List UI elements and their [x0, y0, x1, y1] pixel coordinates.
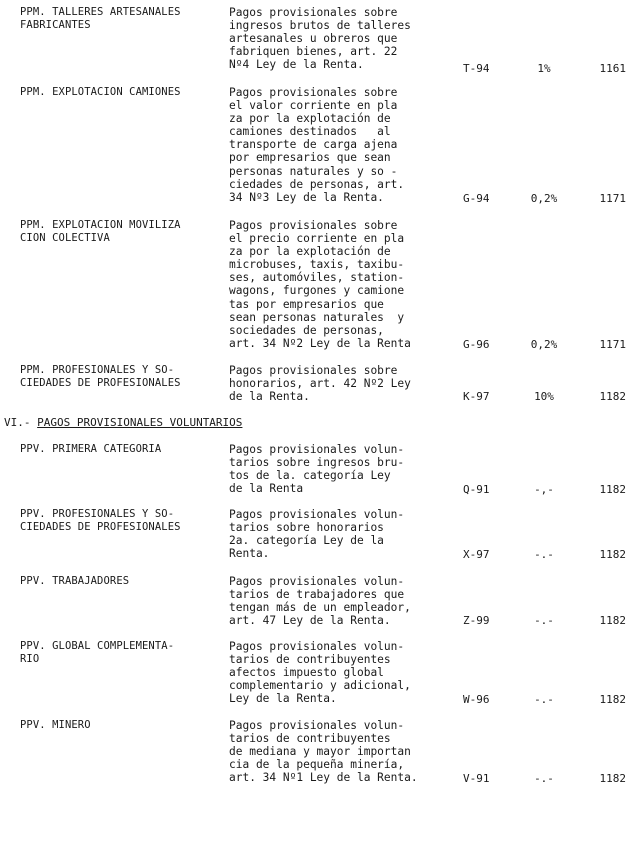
line-number: 1182 [599, 614, 626, 627]
desc-line: Pagos provisionales volun- [229, 640, 405, 653]
desc-line: sean personas naturales y [229, 310, 405, 324]
desc-line: transporte de carga ajena [229, 138, 398, 152]
rate-value: -.- [534, 548, 554, 561]
rate-value: -.- [534, 772, 554, 785]
form-code: T-94 [463, 62, 490, 75]
desc-line: de mediana y mayor importan [229, 745, 411, 759]
desc-line: camiones destinados al [229, 125, 391, 139]
desc-line: afectos impuesto global [229, 666, 384, 680]
name-line: PPV. PRIMERA CATEGORIA [20, 443, 162, 455]
name-line: PPV. TRABAJADORES [20, 575, 130, 587]
concept-name [20, 443, 225, 456]
desc-line: Ley de la Renta. [229, 692, 337, 706]
name-line: RIO [20, 653, 40, 666]
name-line: CIEDADES DE PROFESIONALES [20, 377, 181, 390]
line-number: 1161 [599, 62, 626, 75]
desc-line: Pagos provisionales sobre [229, 219, 398, 232]
section-title: PAGOS PROVISIONALES VOLUNTARIOS [37, 416, 243, 429]
concept-name [20, 6, 225, 32]
form-code: Q-91 [463, 483, 490, 496]
desc-line: Pagos provisionales sobre [229, 6, 398, 19]
line-number: 1182 [599, 548, 626, 561]
concept-name [20, 364, 225, 390]
desc-line: Renta. [229, 547, 270, 561]
rate-value: 1% [537, 62, 551, 75]
desc-line: art. 34 Nº2 Ley de la Renta [229, 336, 411, 350]
desc-line: ingresos brutos de talleres [229, 19, 411, 33]
form-code: W-96 [463, 693, 490, 706]
form-code: Z-99 [463, 614, 490, 627]
desc-line: de la Renta. [229, 390, 310, 404]
concept-description [229, 219, 454, 350]
desc-line: microbuses, taxis, taxibu- [229, 258, 405, 272]
concept-description [229, 575, 454, 627]
line-number: 1171 [599, 192, 626, 205]
rate-value: -.- [534, 614, 554, 627]
name-line: CION COLECTIVA [20, 232, 110, 245]
rate-value: 0,2% [530, 338, 558, 351]
desc-line: honorarios, art. 42 Nº2 Ley [229, 377, 411, 391]
desc-line: tarios de contribuyentes [229, 653, 391, 667]
rate-value: -.- [534, 693, 554, 706]
rate-value: -,- [534, 483, 554, 496]
line-number: 1171 [599, 338, 626, 351]
concept-description [229, 640, 454, 705]
form-code: G-96 [463, 338, 490, 351]
name-line: PPV. MINERO [20, 719, 91, 731]
concept-description [229, 508, 454, 560]
rate-value: 10% [534, 390, 554, 403]
name-line: PPM. EXPLOTACION CAMIONES [20, 86, 181, 98]
desc-line: cia de la pequeña minería, [229, 758, 405, 772]
form-code: G-94 [463, 192, 490, 205]
desc-line: personas naturales y so - [229, 164, 398, 178]
desc-line: sociedades de personas, [229, 323, 384, 337]
desc-line: tarios de contribuyentes [229, 732, 391, 746]
desc-line: 2a. categoría Ley de la [229, 534, 384, 548]
concept-description [229, 6, 454, 71]
concept-description [229, 364, 454, 403]
desc-line: art. 47 Ley de la Renta. [229, 614, 391, 628]
rate-value: 0,2% [530, 192, 558, 205]
concept-description [229, 719, 454, 784]
name-line: PPV. GLOBAL COMPLEMENTA- [20, 640, 175, 652]
desc-line: el precio corriente en pla [229, 232, 405, 246]
section-heading [4, 416, 242, 429]
desc-line: Pagos provisionales volun- [229, 508, 405, 521]
desc-line: por empresarios que sean [229, 151, 391, 165]
concept-description [229, 86, 454, 204]
name-line: FABRICANTES [20, 19, 91, 32]
concept-description [229, 443, 454, 495]
desc-line: tengan más de un empleador, [229, 601, 411, 615]
name-line: CIEDADES DE PROFESIONALES [20, 521, 181, 534]
desc-line: Pagos provisionales volun- [229, 719, 405, 732]
line-number: 1182 [599, 772, 626, 785]
desc-line: tos de la. categoría Ley [229, 469, 391, 483]
desc-line: 34 Nº3 Ley de la Renta. [229, 190, 384, 204]
section-prefix: VI.- [4, 416, 38, 429]
desc-line: tarios sobre honorarios [229, 521, 384, 535]
concept-name [20, 86, 225, 99]
desc-line: el valor corriente en pla [229, 99, 398, 113]
desc-line: fabriquen bienes, art. 22 [229, 45, 398, 59]
form-code: V-91 [463, 772, 490, 785]
desc-line: za por la explotación de [229, 112, 391, 126]
desc-line: de la Renta [229, 482, 304, 496]
name-line: PPM. PROFESIONALES Y SO- [20, 364, 175, 376]
name-line: PPV. PROFESIONALES Y SO- [20, 508, 175, 520]
line-number: 1182 [599, 693, 626, 706]
desc-line: za por la explotación de [229, 245, 391, 259]
line-number: 1182 [599, 390, 626, 403]
form-code: X-97 [463, 548, 490, 561]
desc-line: ses, automóviles, station- [229, 271, 405, 285]
desc-line: tarios de trabajadores que [229, 588, 405, 602]
concept-name [20, 575, 225, 588]
desc-line: tas por empresarios que [229, 297, 384, 311]
name-line: PPM. EXPLOTACION MOVILIZA [20, 219, 181, 231]
desc-line: art. 34 Nº1 Ley de la Renta. [229, 771, 418, 785]
desc-line: artesanales u obreros que [229, 32, 398, 46]
desc-line: Pagos provisionales sobre [229, 364, 398, 377]
desc-line: Nº4 Ley de la Renta. [229, 58, 364, 72]
desc-line: ciedades de personas, art. [229, 177, 405, 191]
desc-line: Pagos provisionales sobre [229, 86, 398, 99]
desc-line: Pagos provisionales volun- [229, 443, 405, 456]
desc-line: complementario y adicional, [229, 679, 411, 693]
desc-line: Pagos provisionales volun- [229, 575, 405, 588]
desc-line: wagons, furgones y camione [229, 284, 405, 298]
desc-line: tarios sobre ingresos bru- [229, 456, 405, 470]
concept-name [20, 219, 225, 245]
line-number: 1182 [599, 483, 626, 496]
form-code: K-97 [463, 390, 490, 403]
name-line: PPM. TALLERES ARTESANALES [20, 6, 181, 18]
concept-name [20, 508, 225, 534]
concept-name [20, 640, 225, 666]
concept-name [20, 719, 225, 732]
